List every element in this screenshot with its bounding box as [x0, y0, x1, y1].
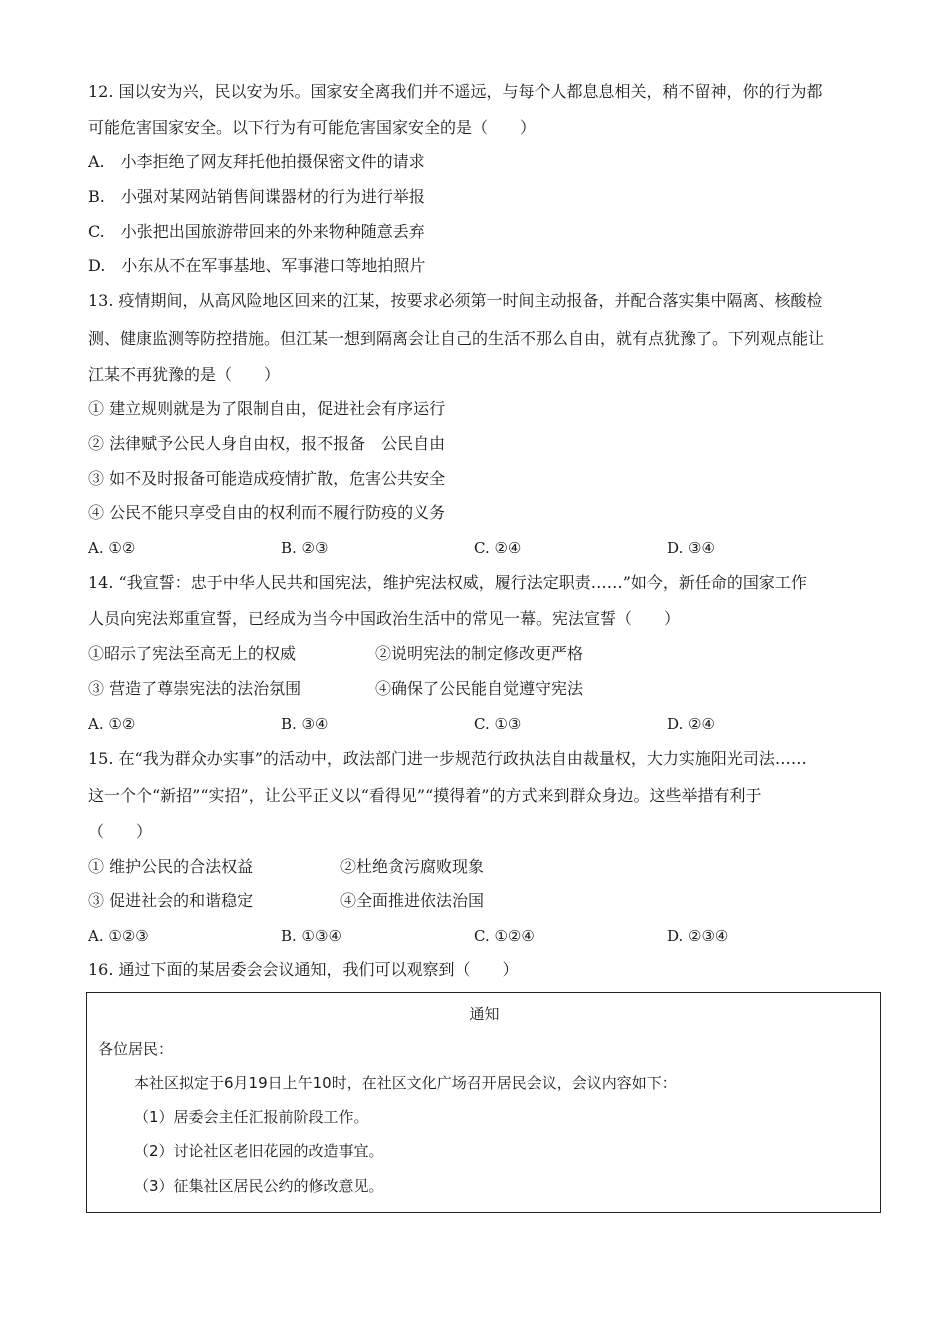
q12-stem-line-1: 12. 国以安为兴，民以安为乐。国家安全离我们并不遥远，与每个人都息息相关，稍不留神，你的行为都	[88, 82, 823, 101]
q12-option-d: D. 小东从不在军事基地、军事港口等地拍照片	[88, 256, 426, 275]
q14-statements-row-1	[88, 644, 888, 664]
q13-choice-c: C. ②④	[474, 539, 522, 557]
q15-choice-b: B. ①③④	[281, 927, 342, 945]
q15-choice-c: C. ①②④	[474, 927, 535, 945]
q12-stem-line-2: 可能危害国家安全。以下行为有可能危害国家安全的是（ ）	[88, 118, 537, 137]
q15-choice-a: A. ①②③	[88, 927, 149, 945]
q13-stem-line-1: 13. 疫情期间，从高风险地区回来的江某，按要求必须第一时间主动报备，并配合落实集中隔离、核酸检	[88, 291, 823, 310]
q13-choice-d: D. ③④	[667, 539, 715, 557]
q13-statement-4: ④ 公民不能只享受自由的权利而不履行防疫的义务	[88, 503, 446, 522]
q13-statement-1: ① 建立规则就是为了限制自由，促进社会有序运行	[88, 399, 446, 418]
q15-statement-4: ④全面推进依法治国	[340, 891, 485, 910]
q12-option-b: B. 小强对某网站销售间谍器材的行为进行举报	[88, 187, 425, 206]
notice-item-1: （1）居委会主任汇报前阶段工作。	[134, 1108, 369, 1126]
q13-stem-line-2: 测、健康监测等防控措施。但江某一想到隔离会让自己的生活不那么自由，就有点犹豫了。下列观点能让	[88, 329, 825, 348]
q13-statement-3: ③ 如不及时报备可能造成疫情扩散，危害公共安全	[88, 469, 446, 488]
q13-choices	[88, 538, 888, 558]
q14-stem-line-2: 人员向宪法郑重宣誓，已经成为当今中国政治生活中的常见一幕。宪法宣誓（ ）	[88, 609, 681, 628]
q15-stem-line-3: （ ）	[88, 822, 153, 841]
q14-statement-3: ③ 营造了尊崇宪法的法治氛围	[88, 679, 302, 698]
q14-statements-row-2	[88, 679, 888, 699]
q14-choice-b: B. ③④	[281, 715, 329, 733]
q13-statement-2: ② 法律赋予公民人身自由权，报不报备 公民自由	[88, 434, 446, 453]
q15-choice-d: D. ②③④	[667, 927, 729, 945]
q15-statement-3: ③ 促进社会的和谐稳定	[88, 891, 254, 910]
q15-choices	[88, 926, 888, 946]
q14-choice-a: A. ①②	[88, 715, 136, 733]
meeting-notice-box	[86, 992, 881, 1213]
q14-statement-2: ②说明宪法的制定修改更严格	[375, 644, 584, 663]
q12-option-a: A. 小李拒绝了网友拜托他拍摄保密文件的请求	[88, 152, 425, 171]
q14-choices	[88, 714, 888, 734]
q14-statement-4: ④确保了公民能自觉遵守宪法	[375, 679, 584, 698]
q12-option-c: C. 小张把出国旅游带回来的外来物种随意丢弃	[88, 222, 425, 241]
notice-item-3: （3）征集社区居民公约的修改意见。	[134, 1177, 384, 1195]
notice-title: 通知	[469, 1005, 500, 1023]
q13-choice-a: A. ①②	[88, 539, 136, 557]
notice-body: 本社区拟定于6月19日上午10时，在社区文化广场召开居民会议，会议内容如下：	[134, 1074, 677, 1092]
q14-choice-d: D. ②④	[667, 715, 715, 733]
q15-stem-line-1: 15. 在“我为群众办实事”的活动中，政法部门进一步规范行政执法自由裁量权，大力实施阳光司法……	[88, 749, 807, 768]
q15-statement-1: ① 维护公民的合法权益	[88, 857, 254, 876]
q13-stem-line-3: 江某不再犹豫的是（ ）	[88, 365, 281, 384]
q14-choice-c: C. ①③	[474, 715, 522, 733]
q15-stem-line-2: 这一个个“新招”“实招”，让公平正义以“看得见”“摸得着”的方式来到群众身边。这些举措有利于	[88, 786, 762, 805]
q14-stem-line-1: 14. “我宣誓：忠于中华人民共和国宪法，维护宪法权威，履行法定职责……”如今，新任命的国家工作	[88, 573, 807, 592]
q15-statements-row-1	[88, 857, 888, 877]
q15-statements-row-2	[88, 891, 888, 911]
q14-statement-1: ①昭示了宪法至高无上的权威	[88, 644, 297, 663]
notice-salutation: 各位居民：	[98, 1040, 174, 1058]
q13-choice-b: B. ②③	[281, 539, 329, 557]
notice-item-2: （2）讨论社区老旧花园的改造事宜。	[134, 1142, 384, 1160]
q15-statement-2: ②杜绝贪污腐败现象	[340, 857, 485, 876]
q16-stem: 16. 通过下面的某居委会会议通知，我们可以观察到（ ）	[88, 960, 519, 979]
